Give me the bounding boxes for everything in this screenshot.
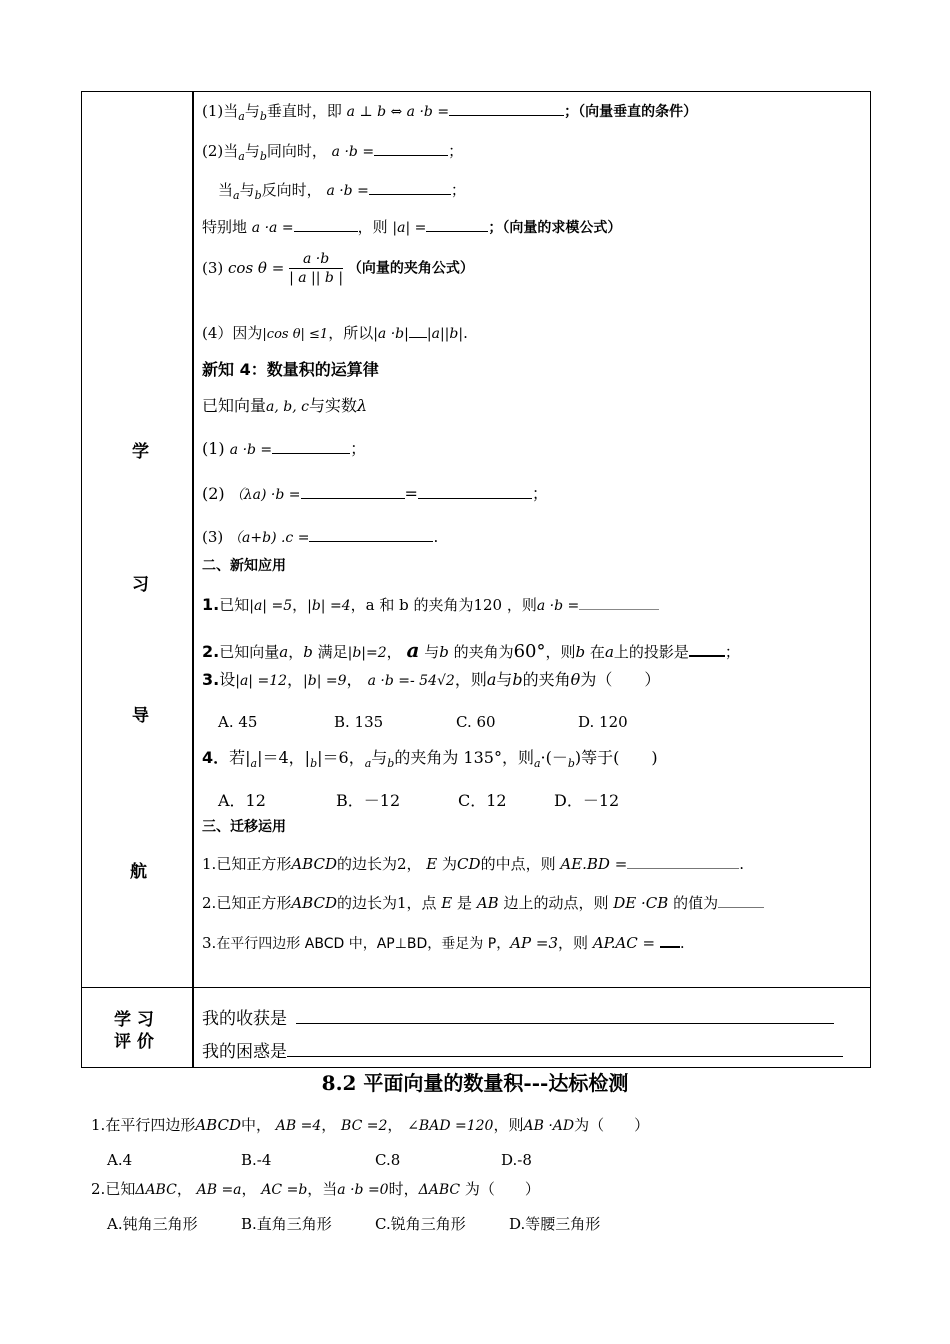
answer-blank[interactable] (660, 931, 680, 948)
transfer-q1: 1.已知正方形ABCD的边长为2， E 为CD的中点，则 AE.BD = . (202, 855, 745, 873)
check-title: 8.2 平面向量的数量积---达标检测 (321, 1071, 629, 1095)
answer-blank[interactable] (272, 437, 350, 454)
table-right-border (870, 91, 871, 1068)
apply-q1: 1.已知|a| =5，|b| =4，a 和 b 的夹角为120 ，则a ·b = (202, 594, 659, 613)
eval-label-1: 学 习 (114, 1010, 154, 1030)
q3-option-a[interactable]: A. 45 (218, 713, 258, 731)
check-q2: 2.已知ΔABC， AB =a， AC =b，当a ·b =0时，ΔABC 为（ ） (91, 1180, 540, 1198)
cos-formula-fraction: $\frac{a \cdot b}{| a || b |}$ (289, 251, 344, 286)
answer-blank[interactable] (409, 322, 427, 338)
answer-blank[interactable] (579, 594, 659, 610)
answer-blank[interactable] (627, 853, 739, 869)
apply-q4: 4．若$|_a|=4$，$|_b|=6$，$_a$与$_b$的夹角为 135°，则$_a\cdot(-_b)$等于( ) (202, 748, 658, 771)
table-left-border (81, 91, 82, 1068)
learn-line-4: 特别地 a ·a = ，则 |a| = ；（向量的求模公式） (202, 218, 622, 236)
eval-label-2: 评 价 (114, 1032, 154, 1052)
section-title-apply: 二、新知应用 (202, 558, 286, 574)
answer-blank[interactable] (309, 526, 433, 542)
check-q2-option-c[interactable]: C.锐角三角形 (375, 1215, 466, 1233)
table-bottom-border (81, 1067, 871, 1068)
apply-q2: 2.已知向量a，b 满足|b|=2， a 与b 的夹角为60°，则b 在a上的投影是 ； (202, 638, 740, 662)
law-line-3: (3) （a+b) .c = . (202, 528, 439, 546)
learn-line-2: (2)当$_a$与$_b$同向时， a ·b = ； (202, 142, 464, 163)
section-title-transfer: 三、迁移运用 (202, 819, 286, 835)
learn-line-3: 当$_a$与$_b$反向时， a ·b = ； (218, 181, 466, 202)
law-line-2: (2) （λa) ·b = = ； (202, 484, 548, 503)
q3-option-c[interactable]: C. 60 (456, 713, 496, 731)
transfer-q3: 3.在平行四边形 ABCD 中，AP⊥BD，垂足为 P，AP =3，则 AP.AC = . (202, 931, 685, 951)
q4-option-c[interactable]: C．12 (458, 791, 507, 810)
answer-blank[interactable] (718, 892, 764, 908)
guide-label-1: 学 (132, 442, 149, 462)
check-q1-option-c[interactable]: C.8 (375, 1151, 401, 1169)
gain-blank[interactable] (296, 1006, 834, 1024)
check-q1-option-b[interactable]: B.-4 (241, 1151, 272, 1169)
check-q1-option-d[interactable]: D.-8 (501, 1151, 532, 1169)
guide-label-3: 导 (132, 706, 149, 726)
table-top-border (81, 91, 871, 92)
law-line-1: (1) a ·b = ； (202, 439, 367, 458)
answer-blank[interactable] (418, 482, 532, 499)
check-q2-option-b[interactable]: B.直角三角形 (241, 1215, 332, 1233)
section-title-4: 新知 4：数量积的运算律 (202, 360, 379, 379)
doubt-blank[interactable] (287, 1039, 843, 1057)
check-q2-option-d[interactable]: D.等腰三角形 (509, 1215, 601, 1233)
answer-blank[interactable] (294, 216, 358, 232)
learn-line-1: (1)当$_a$与$_b$垂直时，即 a ⊥ b ⇔ a ·b = ；（向量垂直的条件） (202, 102, 698, 123)
learn-line-6: (4）因为|cos θ| ≤1，所以|a ·b| |a||b|. (202, 324, 468, 342)
guide-label-2: 习 (132, 575, 149, 595)
guide-label-4: 航 (130, 862, 147, 882)
table-divider (192, 91, 194, 1068)
apply-q3: 3.设|a| =12，|b| =9， a ·b =- 54√2，则a与b的夹角θ为（ ） (202, 670, 661, 689)
eval-doubt: 我的困惑是 (202, 1039, 843, 1061)
answer-blank[interactable] (301, 482, 405, 499)
transfer-q2: 2.已知正方形ABCD的边长为1，点 E 是 AB 边上的动点，则 DE ·CB 的值为 (202, 892, 764, 911)
answer-blank[interactable] (369, 179, 451, 195)
q4-option-b[interactable]: B．－12 (336, 791, 401, 810)
check-q1-option-a[interactable]: A.4 (107, 1151, 133, 1169)
answer-blank[interactable] (689, 640, 725, 657)
table-row-divider (81, 987, 871, 988)
eval-gain: 我的收获是 (202, 1006, 834, 1028)
answer-blank[interactable] (374, 140, 448, 156)
answer-blank[interactable] (426, 216, 488, 232)
q3-option-b[interactable]: B. 135 (334, 713, 384, 731)
check-q1: 1.在平行四边形ABCD中， AB =4， BC =2， ∠BAD =120，则AB ·AD为（ ） (91, 1116, 650, 1134)
check-q2-option-a[interactable]: A.钝角三角形 (107, 1215, 198, 1233)
learn-line-5: (3) cos θ = $\frac{a \cdot b}{| a || b |}$ （向量的夹角公式） (202, 251, 474, 286)
q4-option-a[interactable]: A．12 (218, 791, 266, 810)
known-line: 已知向量a, b, c与实数λ (202, 396, 368, 415)
answer-blank[interactable] (449, 100, 564, 116)
q4-option-d[interactable]: D．－12 (554, 791, 620, 810)
q3-option-d[interactable]: D. 120 (578, 713, 628, 731)
